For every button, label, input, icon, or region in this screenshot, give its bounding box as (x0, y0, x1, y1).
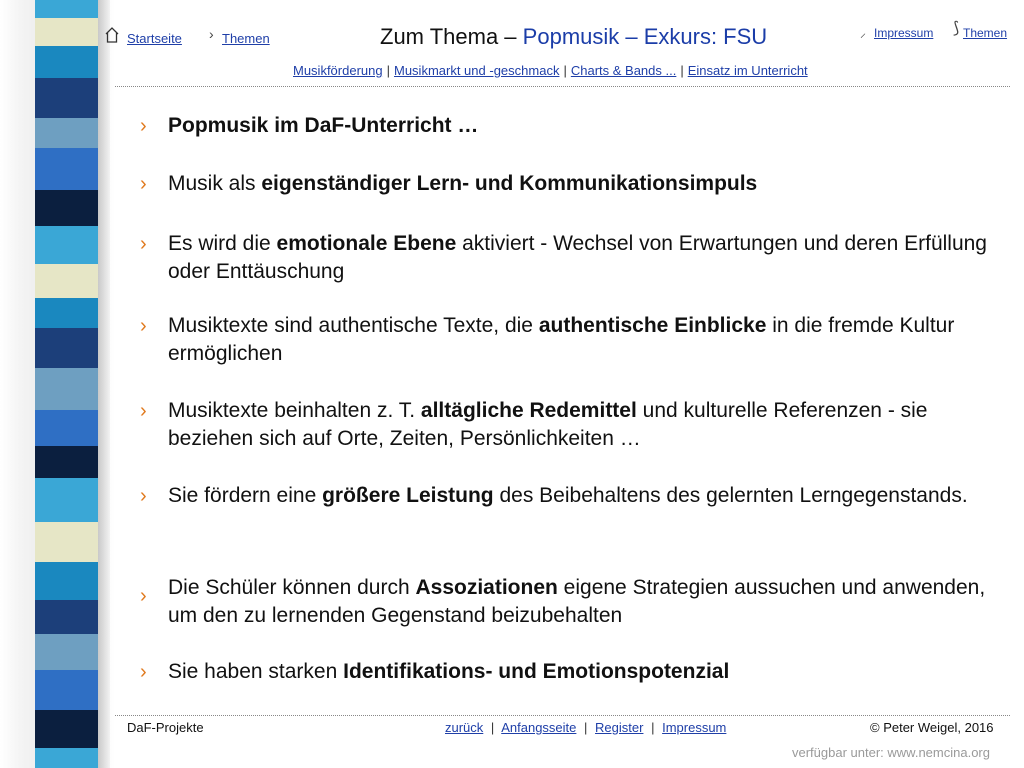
decorative-bar-segment (35, 748, 98, 768)
subnav-einsatz-unterricht[interactable]: Einsatz im Unterricht (687, 63, 808, 78)
list-item-text (168, 170, 988, 198)
nav-impressum-link[interactable]: Impressum (874, 26, 934, 40)
decorative-bar-segment (35, 634, 98, 670)
footer-copyright: © Peter Weigel, 2016 (870, 720, 994, 735)
page-title: Zum Thema – Popmusik – Exkurs: FSU (380, 24, 768, 49)
footer-register-link[interactable]: Register (595, 720, 644, 735)
list-item-emphasis: Popmusik im DaF-Unterricht … (168, 114, 479, 137)
bullet-chevron-icon: › (140, 585, 147, 607)
list-item-segment: Es wird die (168, 232, 277, 255)
list-item-segment: Musiktexte sind authentische Texte, die (168, 314, 539, 337)
decorative-bar-segment (35, 710, 98, 748)
list-item-emphasis: authentische Einblicke (538, 314, 767, 337)
list-item-emphasis: emotionale Ebene (276, 232, 457, 255)
footer-anfangsseite-link[interactable]: Anfangsseite (501, 720, 577, 735)
decorative-bar-segment (35, 298, 98, 328)
list-item-segment: und kulturelle Referenzen - sie beziehen sich auf Orte, Zeiten, Persönlichkeiten … (168, 399, 928, 450)
list-item-segment: Musiktexte beinhalten z. T. (168, 399, 421, 422)
list-item-text (168, 112, 988, 140)
chevron-right-icon: › (209, 26, 214, 42)
bullet-chevron-icon: › (140, 115, 147, 137)
decorative-bar-segment (35, 46, 98, 78)
list-item-text (168, 482, 988, 510)
footer-availability: verfügbar unter: www.nemcina.org (792, 745, 990, 760)
nav-themen-link[interactable]: Themen (222, 31, 270, 46)
home-icon[interactable] (105, 27, 119, 43)
decorative-bar-segment (35, 78, 98, 118)
footer-impressum-link[interactable]: Impressum (662, 720, 727, 735)
impressum-icon: ⸝ (860, 26, 867, 40)
bullet-chevron-icon: › (140, 661, 147, 683)
bullet-chevron-icon: › (140, 173, 147, 195)
decorative-bar-segment (35, 0, 98, 18)
list-item-text (168, 230, 988, 286)
list-item-emphasis: Identifikations- und Emotionspotenzial (343, 660, 730, 683)
decorative-bar-segment (35, 670, 98, 710)
list-item-emphasis: alltägliche Redemittel (420, 399, 637, 422)
decorative-bar-segment (35, 226, 98, 264)
themen-icon: ⟆ (953, 20, 960, 37)
decorative-bar-segment (35, 328, 98, 368)
decorative-bar-segment (35, 18, 98, 46)
nav-themen-right-link[interactable]: Themen (963, 26, 1008, 40)
list-item-emphasis: Assoziationen (415, 576, 558, 599)
decorative-bar-segment (35, 190, 98, 226)
decorative-bar-segment (35, 522, 98, 562)
decorative-bar-segment (35, 118, 98, 148)
decorative-bar-segment (35, 562, 98, 600)
bullet-chevron-icon: › (140, 315, 147, 337)
list-item-emphasis: eigenständiger Lern- und Kommunikationsimpuls (261, 172, 758, 195)
decorative-bar-segment (35, 410, 98, 446)
decorative-bar-segment (35, 264, 98, 298)
bullet-chevron-icon: › (140, 485, 147, 507)
list-item-emphasis: größere Leistung (322, 484, 494, 507)
list-item-text (168, 397, 988, 453)
list-item-segment: in die fremde Kultur ermöglichen (168, 314, 955, 365)
decorative-bar-shadow (98, 0, 110, 768)
footer-divider (115, 715, 1010, 716)
list-item-segment: Musik als (168, 172, 262, 195)
footer-zurueck-link[interactable]: zurück (445, 720, 484, 735)
decorative-bar-segment (35, 478, 98, 522)
decorative-bar-segment (35, 446, 98, 478)
list-item-text (168, 312, 988, 368)
decorative-bar-segment (35, 148, 98, 190)
decorative-bar-segment (35, 600, 98, 634)
subnav-charts-bands[interactable]: Charts & Bands ... (570, 63, 677, 78)
sub-navigation: Musikförderung | Musikmarkt und -geschmack | Charts & Bands ... | Einsatz im Unterricht (293, 63, 808, 78)
footer-project-label: DaF-Projekte (127, 720, 204, 735)
header-divider (115, 86, 1010, 87)
list-item-segment: Sie haben starken (168, 660, 344, 683)
subnav-musikmarkt[interactable]: Musikmarkt und -geschmack (394, 63, 560, 78)
list-item-segment: Die Schüler können durch (168, 576, 416, 599)
bullet-chevron-icon: › (140, 233, 147, 255)
list-item-segment: eigene Strategien aussuchen und anwenden, um den zu lernenden Gegenstand beizubehalten (168, 576, 986, 627)
nav-startseite-link[interactable]: Startseite (127, 31, 182, 46)
decorative-bar-segment (35, 368, 98, 410)
list-item-text (168, 574, 988, 630)
bullet-chevron-icon: › (140, 400, 147, 422)
list-item-segment: Sie fördern eine (168, 484, 323, 507)
decorative-bar (35, 0, 98, 768)
list-item-text (168, 658, 988, 686)
subnav-musikfoerderung[interactable]: Musikförderung (293, 63, 383, 78)
footer-links: zurück | Anfangsseite | Register | Impressum (445, 720, 727, 735)
list-item-segment: aktiviert - Wechsel von Erwartungen und deren Erfüllung oder Enttäuschung (168, 232, 987, 283)
list-item-segment: des Beibehaltens des gelernten Lerngegenstands. (493, 484, 968, 507)
